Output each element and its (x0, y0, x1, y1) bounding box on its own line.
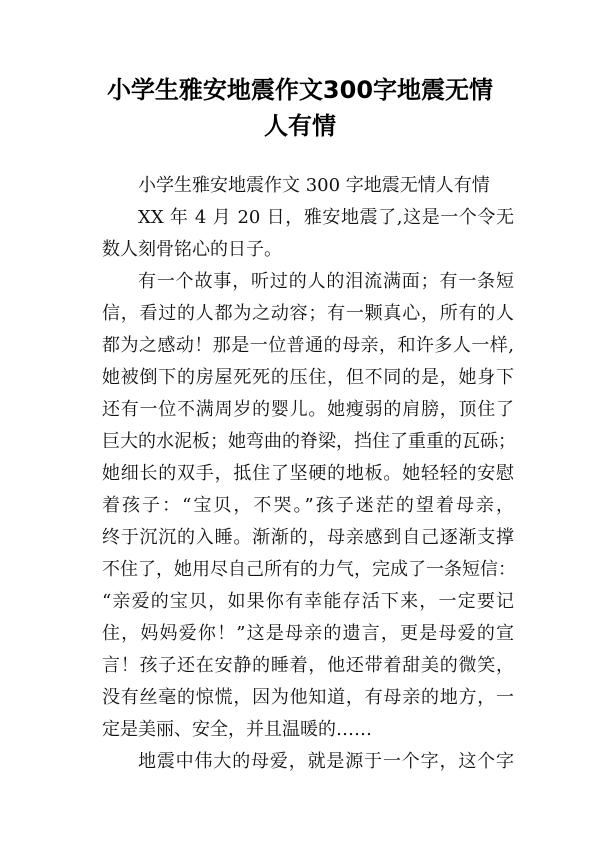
paragraph-line: 定是美丽、安全，并且温暖的…… (102, 719, 372, 740)
paragraph-line: 她细长的双手，抵住了坚硬的地板。她轻轻的安慰 (102, 463, 514, 484)
paragraph-line: 她被倒下的房屋死死的压住，但不同的是，她身下 (102, 367, 514, 388)
paragraph-line: 有一个故事，听过的人的泪流满面；有一条短 (138, 271, 514, 292)
paragraph-line: 着孩子：“宝贝，不哭。”孩子迷茫的望着母亲， (102, 495, 514, 516)
paragraph-line: 不住了，她用尽自己所有的力气，完成了一条短信： (102, 559, 516, 580)
document-title (60, 72, 540, 144)
paragraph-line: 都为之感动！那是一位普通的母亲，和许多人一样, (102, 335, 514, 356)
paragraph-line: 地震中伟大的母爱，就是源于一个字，这个字 (138, 751, 514, 772)
paragraph-line: XX 年 4 月 20 日，雅安地震了,这是一个令无 (138, 207, 514, 228)
document-body (102, 170, 514, 778)
paragraph-line: 言！孩子还在安静的睡着，他还带着甜美的微笑， (102, 655, 514, 676)
paragraph-line: 信，看过的人都为之动容；有一颗真心，所有的人 (102, 303, 514, 324)
paragraph-line: 数人刻骨铭心的日子。 (102, 239, 282, 260)
paragraph-line: 巨大的水泥板；她弯曲的脊梁，挡住了重重的瓦砾； (102, 431, 516, 452)
paragraph-line: “亲爱的宝贝，如果你有幸能存活下来，一定要记 (102, 591, 514, 612)
paragraph-line: 住，妈妈爱你！”这是母亲的遗言，更是母爱的宣 (102, 623, 514, 644)
paragraph-line: 还有一位不满周岁的婴儿。她瘦弱的肩膀，顶住了 (102, 399, 514, 420)
title-line-1: 小学生雅安地震作文300字地震无情 (106, 76, 494, 104)
paragraph-line: 终于沉沉的入睡。渐渐的，母亲感到自己逐渐支撑 (102, 527, 514, 548)
paragraph-line: 没有丝毫的惊慌，因为他知道，有母亲的地方，一 (102, 687, 514, 708)
title-line-2: 人有情 (264, 112, 336, 140)
subtitle-line: 小学生雅安地震作文 300 字地震无情人有情 (138, 175, 490, 196)
